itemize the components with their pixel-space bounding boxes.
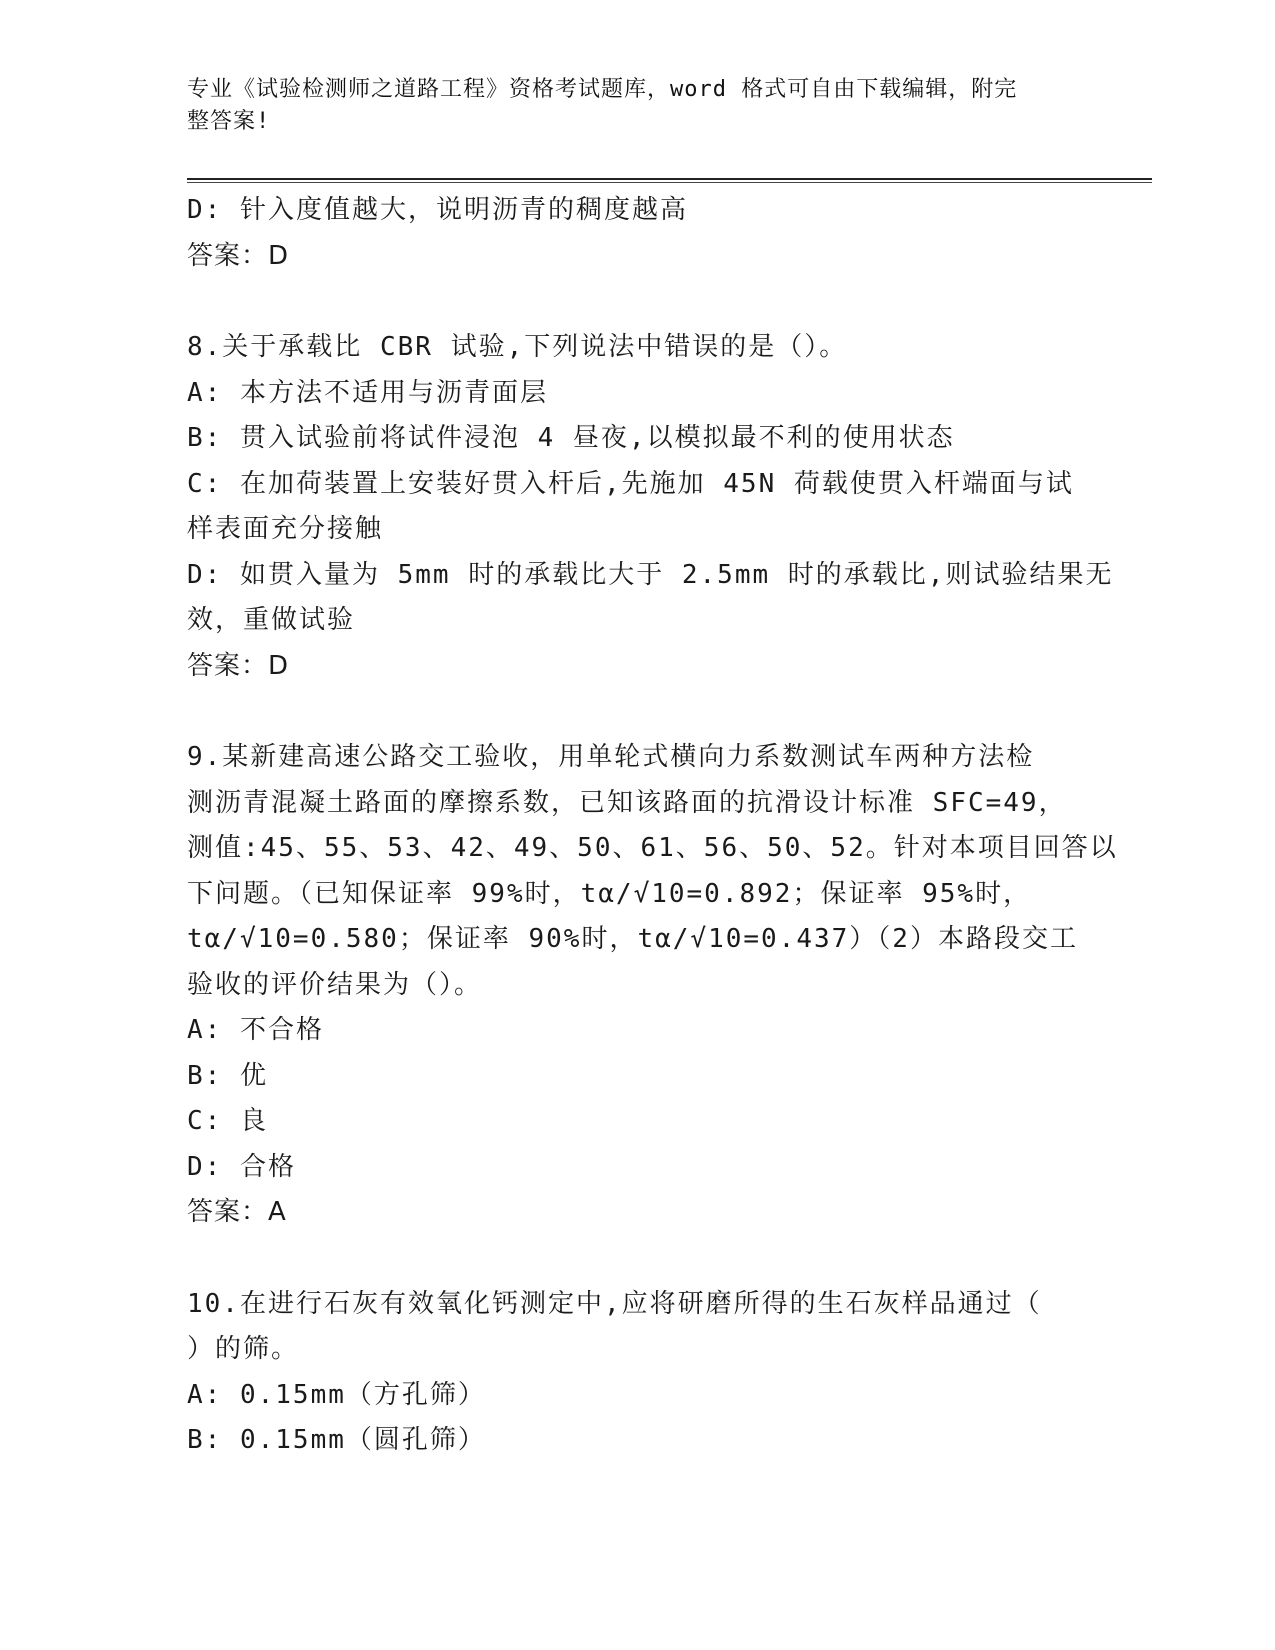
- question-stem: 8.关于承载比 CBR 试验,下列说法中错误的是（）。: [187, 332, 848, 362]
- option-c: C: 在加荷装置上安装好贯入杆后,先施加 45N 荷载使贯入杆端面与试: [187, 468, 1074, 499]
- option-d: D: 如贯入量为 5mm 时的承载比大于 2.5mm 时的承载比,则试验结果无: [187, 559, 1114, 590]
- question-block-10: [187, 1282, 1067, 1464]
- spacer: [187, 689, 1067, 735]
- page-header: [187, 74, 1067, 138]
- question-stem-continued: ）的筛。: [187, 1334, 300, 1364]
- question-stem-continued: 下问题。（已知保证率 99%时，tα/√10=0.892；保证率 95%时，: [187, 878, 1032, 909]
- option-c-continued: 样表面充分接触: [187, 514, 384, 544]
- question-content: [187, 188, 1118, 1464]
- question-stem-continued: 测值:45、55、53、42、49、50、61、56、50、52。针对本项目回答以: [187, 833, 1118, 863]
- question-stem-continued: 测沥青混凝土路面的摩擦系数，已知该路面的抗滑设计标准 SFC=49，: [187, 787, 1067, 818]
- header-divider-thin: [187, 182, 1152, 183]
- option-b: B: 0.15mm（圆孔筛）: [187, 1425, 486, 1455]
- answer-line: 答案：D: [187, 650, 290, 681]
- question-block-7: [187, 188, 1067, 279]
- question-block-9: [187, 735, 1118, 1236]
- answer-line: 答案：A: [187, 1197, 287, 1227]
- header-divider: [187, 178, 1152, 180]
- option-b: B: 贯入试验前将试件浸泡 4 昼夜,以模拟最不利的使用状态: [187, 423, 955, 453]
- option-d: D: 合格: [187, 1151, 296, 1182]
- option-d: D: 针入度值越大，说明沥青的稠度越高: [187, 195, 688, 225]
- option-a: A: 本方法不适用与沥青面层: [187, 377, 548, 408]
- question-stem-continued: tα/√10=0.580；保证率 90%时，tα/√10=0.437）（2）本路段交工: [187, 924, 1078, 954]
- answer-line: 答案：D: [187, 240, 290, 271]
- spacer: [187, 1236, 1067, 1282]
- header-line-1: 专业《试验检测师之道路工程》资格考试题库，word 格式可自由下载编辑，附完: [187, 77, 1018, 102]
- option-a: A: 0.15mm（方孔筛）: [187, 1379, 486, 1410]
- spacer: [187, 279, 1067, 325]
- header-line-2: 整答案!: [187, 109, 271, 134]
- option-a: A: 不合格: [187, 1015, 324, 1045]
- question-stem: 10.在进行石灰有效氧化钙测定中,应将研磨所得的生石灰样品通过（: [187, 1288, 1042, 1319]
- question-block-8: [187, 325, 1114, 689]
- question-stem: 9.某新建高速公路交工验收，用单轮式横向力系数测试车两种方法检: [187, 742, 1035, 772]
- option-b: B: 优: [187, 1060, 268, 1091]
- option-c: C: 良: [187, 1106, 268, 1136]
- question-stem-continued: 验收的评价结果为（）。: [187, 969, 483, 1000]
- option-d-continued: 效，重做试验: [187, 605, 356, 635]
